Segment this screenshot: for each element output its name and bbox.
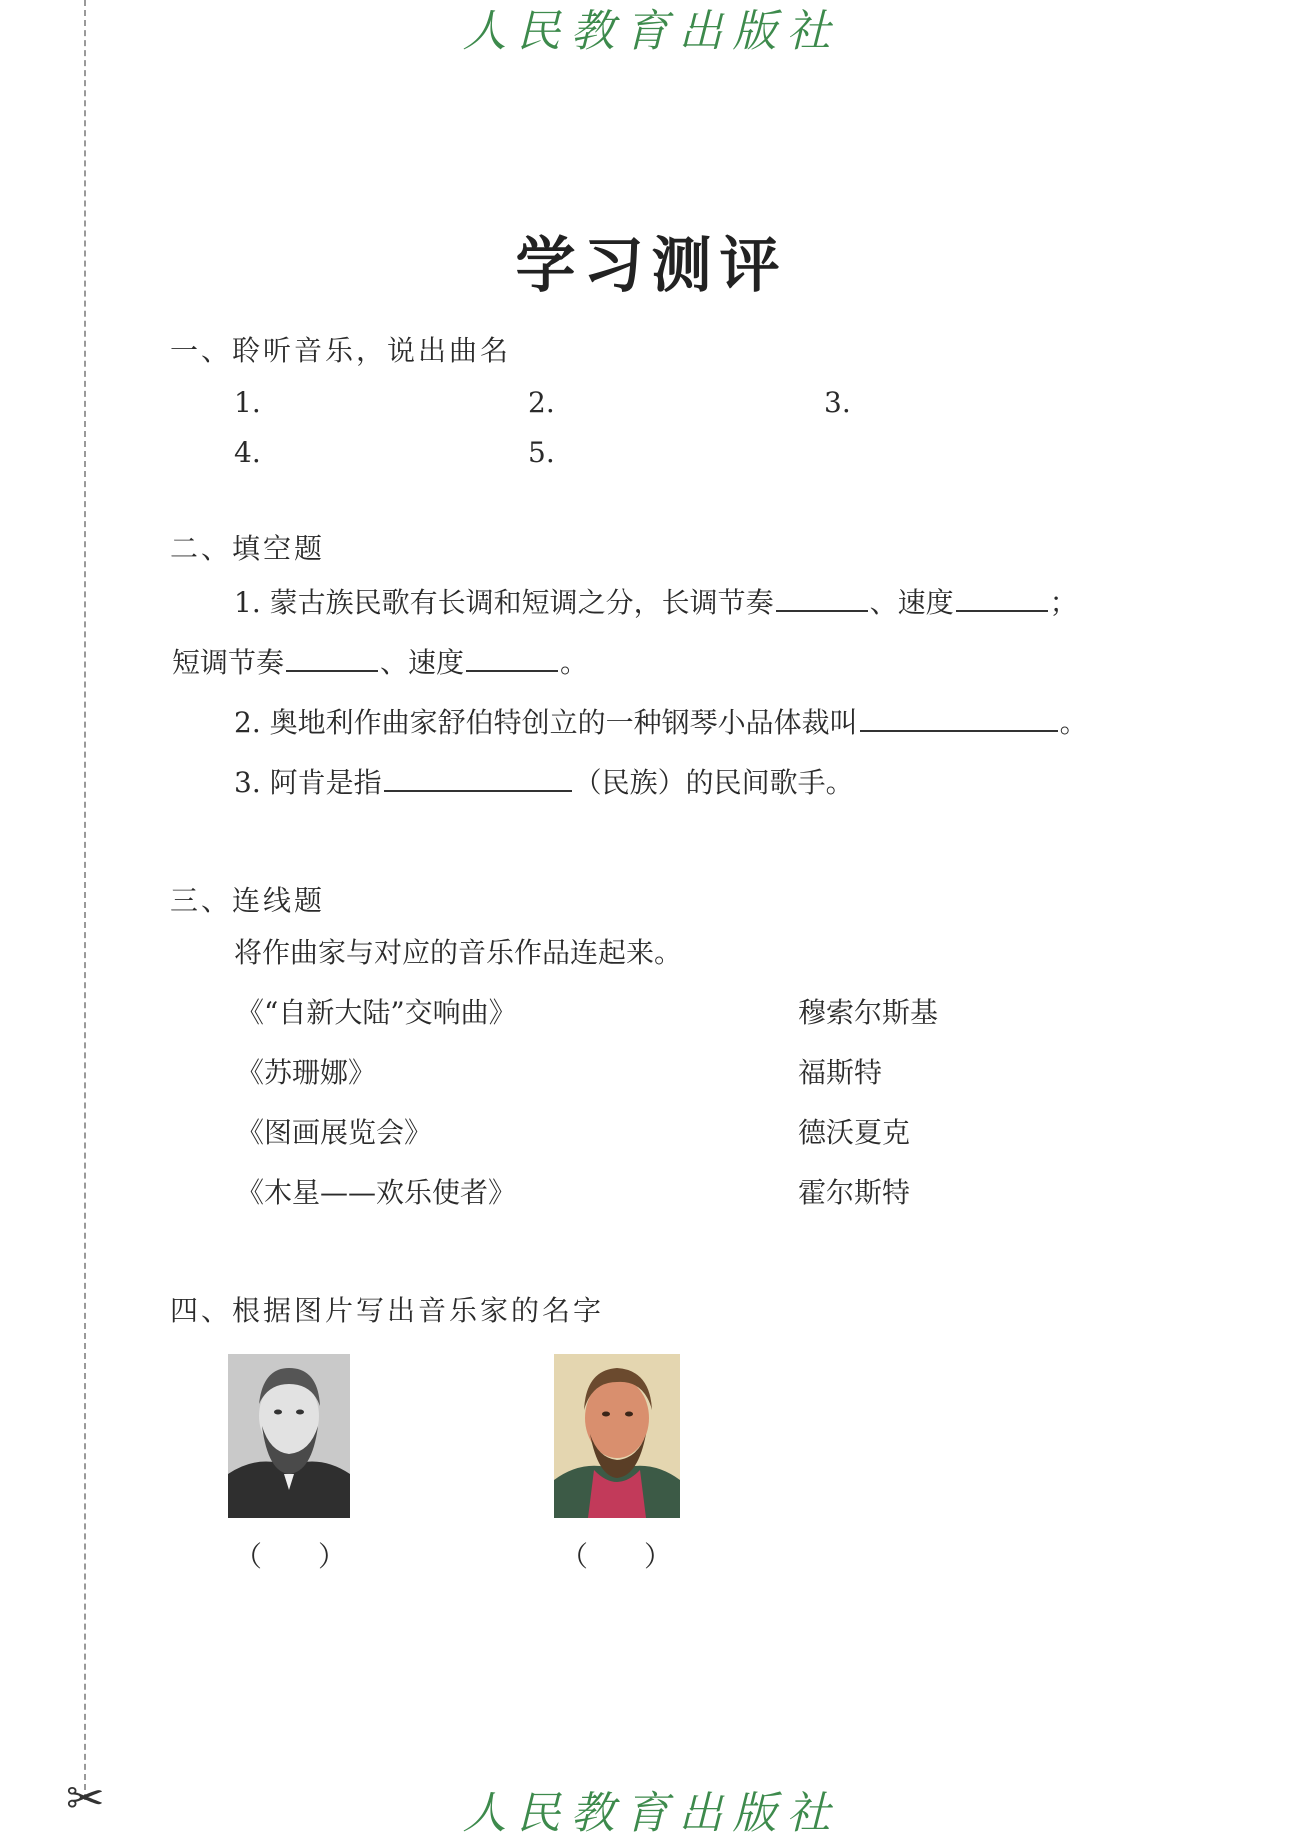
publisher-logo: 人民教育出版社 [462, 6, 841, 57]
q3-text-b: （民族）的民间歌手。 [573, 766, 854, 799]
q1-blank-speed-long[interactable] [956, 584, 1048, 612]
match-composer-1[interactable]: 穆索尔斯基 [798, 996, 939, 1029]
q1-text-b: 、速度 [869, 586, 954, 619]
fill-question-1-line2 [172, 644, 588, 680]
listen-item-2: 2. [528, 386, 555, 419]
match-work-1[interactable]: 《“自新大陆”交响曲》 [236, 996, 517, 1029]
q1-text-e: 、速度 [380, 646, 465, 679]
section1-heading: 一、聆听音乐，说出曲名 [170, 334, 512, 367]
q1-blank-rhythm-long[interactable] [776, 584, 868, 612]
q1-text-f: 。 [560, 646, 589, 679]
listen-item-3: 3. [824, 386, 851, 419]
listen-item-4: 4. [234, 436, 261, 469]
q1-text-c: ； [1049, 586, 1078, 619]
section2-heading: 二、填空题 [170, 532, 326, 565]
q2-text-a: 2. 奥地利作曲家舒伯特创立的一种钢琴小品体裁叫 [234, 706, 858, 739]
listen-item-5: 5. [528, 436, 555, 469]
section4-heading: 四、根据图片写出音乐家的名字 [170, 1294, 605, 1327]
answer-blank-1[interactable]: （ ） [234, 1540, 347, 1573]
q2-blank[interactable] [860, 704, 1058, 732]
q1-blank-rhythm-short[interactable] [286, 644, 378, 672]
publisher-logo-bottom: 人民教育出版社 [462, 1788, 841, 1839]
section3-heading: 三、连线题 [170, 884, 326, 917]
q1-text-a: 1. 蒙古族民歌有长调和短调之分，长调节奏 [234, 586, 774, 619]
match-composer-4[interactable]: 霍尔斯特 [798, 1176, 911, 1209]
composer-portrait-2 [554, 1354, 680, 1518]
match-work-3[interactable]: 《图画展览会》 [236, 1116, 433, 1149]
match-work-2[interactable]: 《苏珊娜》 [236, 1056, 377, 1089]
page-title: 学习测评 [515, 231, 788, 301]
q1-text-d: 短调节奏 [172, 646, 285, 679]
match-work-4[interactable]: 《木星——欢乐使者》 [236, 1176, 517, 1209]
match-composer-2[interactable]: 福斯特 [798, 1056, 883, 1089]
fill-question-1-line1 [234, 584, 1078, 620]
fill-question-2 [234, 704, 1088, 740]
match-composer-3[interactable]: 德沃夏克 [798, 1116, 911, 1149]
q3-text-a: 3. 阿肯是指 [234, 766, 382, 799]
listen-item-1: 1. [234, 386, 261, 419]
match-instruction: 将作曲家与对应的音乐作品连起来。 [234, 936, 683, 969]
fill-question-3 [234, 764, 854, 800]
answer-blank-2[interactable]: （ ） [560, 1540, 673, 1573]
q3-blank[interactable] [384, 764, 572, 792]
q1-blank-speed-short[interactable] [466, 644, 558, 672]
composer-portrait-1 [228, 1354, 350, 1518]
q2-text-b: 。 [1059, 706, 1088, 739]
scissors-icon: ✂ [66, 1771, 105, 1825]
